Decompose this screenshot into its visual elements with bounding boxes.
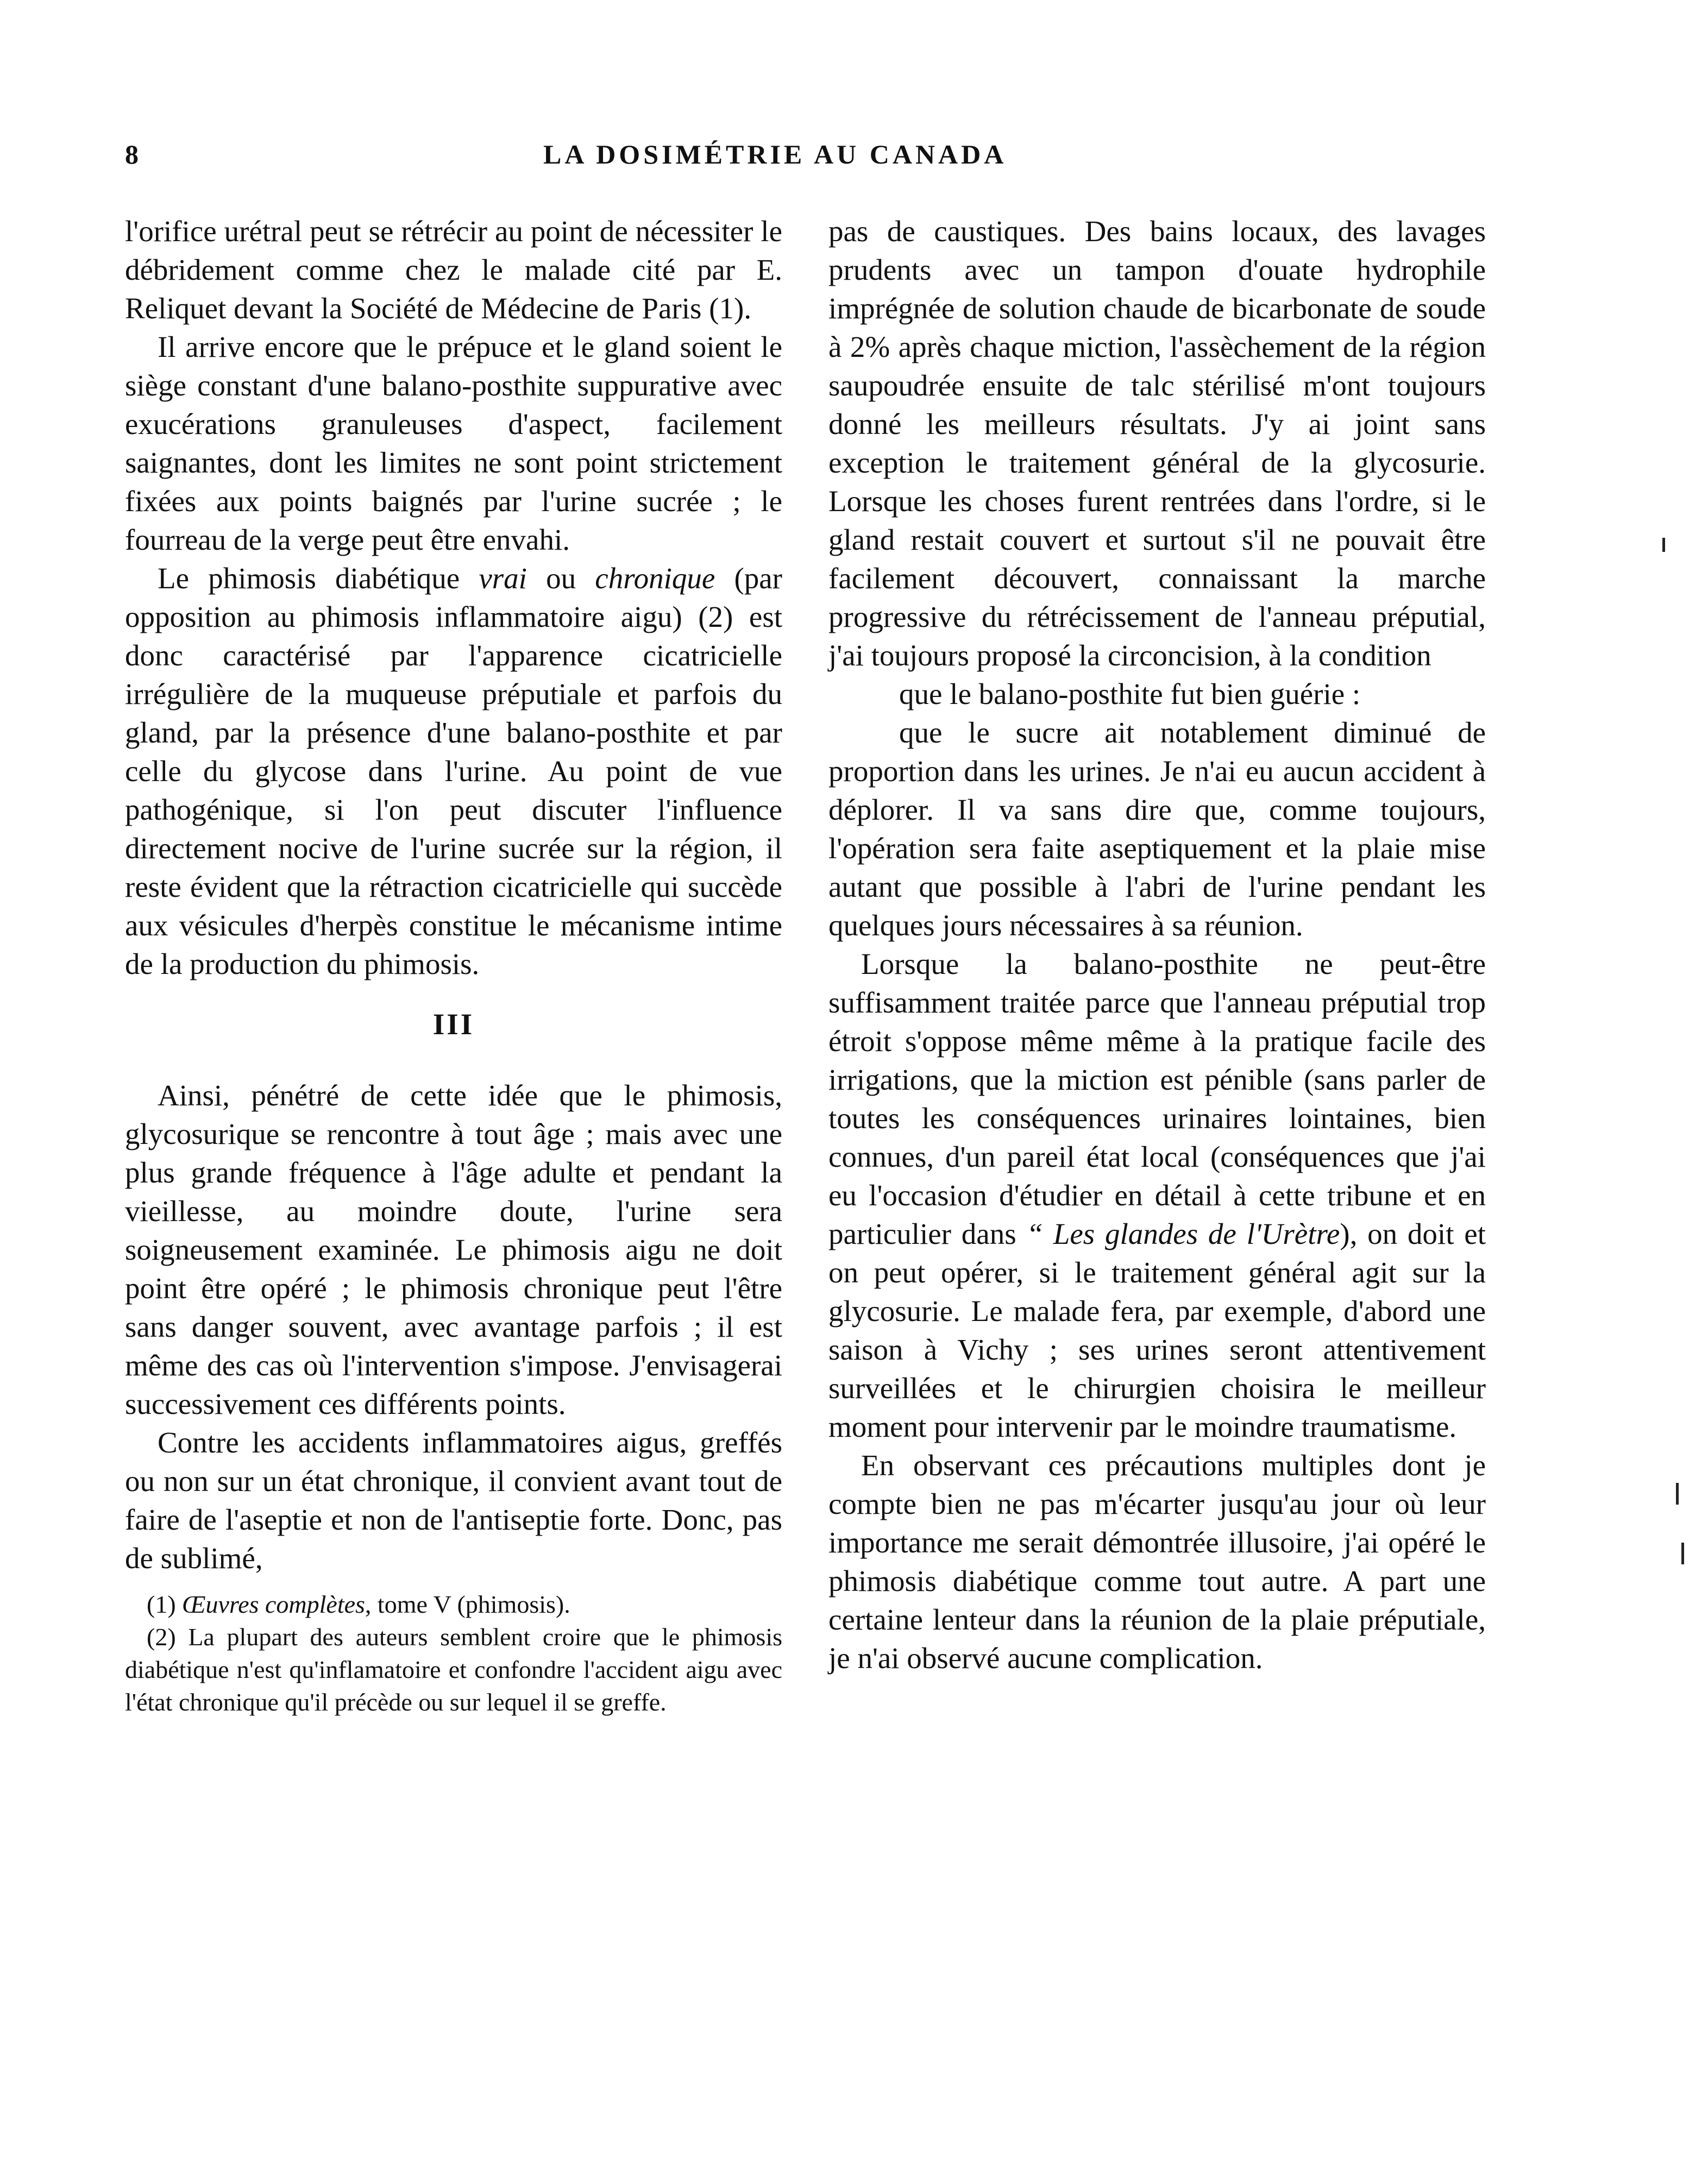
left-column xyxy=(125,212,782,1719)
page-header xyxy=(125,139,1521,182)
p4-start: Lorsque la balano-posthite ne peut-être suffisamment traitée parce que l'anneau préputial trop étroit s'oppose même même à la pratique facile des irrigations, que la miction est pénible (sans parler de toutes les conséquences urinaires lointaines, bien connues, d'un pareil état local (conséquences que j'ai eu l'occasion d'étudier en détail à cette tribune et en particulier dans xyxy=(828,947,1486,1250)
p3-vrai: vrai xyxy=(479,562,527,595)
running-title: LA DOSIMÉTRIE AU CANADA xyxy=(543,139,1007,169)
section-heading: III xyxy=(432,1008,475,1041)
right-paragraph-5: En observant ces précautions multiples dont je compte bien ne pas m'écarter jusqu'au jour où leur importance me serait démontrée illusoire, j'ai opéré le phimosis diabétique comme tout autre. A part une certaine lenteur dans la réunion de la plaie préputiale, je n'ai observé aucune complication. xyxy=(828,1449,1486,1675)
footnotes xyxy=(125,1588,782,1719)
footnote-1-rest: , tome V (phimosis). xyxy=(365,1590,570,1618)
left-paragraph-2: Il arrive encore que le prépuce et le gland soient le siège constant d'une balano-posthite suppurative avec exucérations granuleuses d'aspect, facilement saignantes, dont les limites ne sont point strictement fixées aux points baignés par l'urine sucrée ; le fourreau de la verge peut être envahi. xyxy=(125,330,782,556)
right-paragraph-2: que le balano-posthite fut bien guérie : xyxy=(899,677,1361,710)
margin-speck xyxy=(1662,538,1665,552)
footnote-1-num: (1) xyxy=(147,1590,183,1618)
left-paragraph-4: Ainsi, pénétré de cette idée que le phimosis, glycosurique se rencontre à tout âge ; mais avec une plus grande fréquence à l'âge adulte et pendant la vieillesse, au moindre doute, l'urine sera soigneusement examinée. Le phimosis aigu ne doit point être opéré ; le phimosis chronique peut l'être sans danger souvent, avec avantage parfois ; il est même des cas où l'intervention s'impose. J'envisagerai successivement ces différents points. xyxy=(125,1079,782,1420)
p4-italic: “ Les glandes de l'Urètre xyxy=(1026,1217,1340,1250)
margin-speck xyxy=(1676,1483,1679,1505)
footnote-1-italic: Œuvres complètes xyxy=(182,1590,365,1618)
right-paragraph-3: que le sucre ait notablement diminué de proportion dans les urines. Je n'ai eu aucun accident à déplorer. Il va sans dire que, comme toujours, l'opération sera faite aseptiquement et la plaie mise autant que possible à l'abri de l'urine pendant les quelques jours nécessaires à sa réunion. xyxy=(828,716,1486,942)
right-column xyxy=(828,212,1486,1677)
footnote-1 xyxy=(125,1588,782,1621)
p3-chronique: chronique xyxy=(595,562,715,595)
p4-rest: ), on doit et on peut opérer, si le traitement général agit sur la glycosurie. Le malade fera, par exemple, d'abord une saison à Vichy ; ses urines seront attentivement surveillées et le chirurgien choisira le meilleur moment pour intervenir par le moindre traumatisme. xyxy=(828,1217,1486,1443)
right-paragraph-4 xyxy=(828,945,1486,1446)
margin-speck xyxy=(1681,1543,1684,1564)
left-paragraph-3 xyxy=(125,559,782,983)
p3-start: Le phimosis diabétique xyxy=(158,562,479,595)
left-paragraph-1: l'orifice urétral peut se rétrécir au point de nécessiter le débridement comme chez le malade cité par E. Reliquet devant la Société de Médecine de Paris (1). xyxy=(125,215,782,325)
p3-rest: (par opposition au phimosis inflammatoire aigu) (2) est donc caractérisé par l'apparence cicatricielle irrégulière de la muqueuse préputiale et parfois du gland, par la présence d'une balano-posthite et par celle du glycose dans l'urine. Au point de vue pathogénique, si l'on peut discuter l'influence directement nocive de l'urine sucrée sur la région, il reste évident que la rétraction cicatricielle qui succède aux vésicules d'herpès constitue le mécanisme intime de la production du phimosis. xyxy=(125,562,782,980)
p3-ou: ou xyxy=(526,562,595,595)
right-paragraph-1: pas de caustiques. Des bains locaux, des lavages prudents avec un tampon d'ouate hydrophile imprégnée de solution chaude de bicarbonate de soude à 2% après chaque miction, l'assèchement de la région saupoudrée ensuite de talc stérilisé m'ont toujours donné les meilleurs résultats. J'y ai joint sans exception le traitement général de la glycosurie. Lorsque les choses furent rentrées dans l'ordre, si le gland restait couvert et surtout s'il ne pouvait être facilement découvert, connaissant la marche progressive du rétrécissement de l'anneau préputial, j'ai toujours proposé la circoncision, à la condition xyxy=(828,215,1486,672)
left-paragraph-5: Contre les accidents inflammatoires aigus, greffés ou non sur un état chronique, il convient avant tout de faire de l'aseptie et non de l'antiseptie forte. Donc, pas de sublimé, xyxy=(125,1426,782,1575)
footnote-2: (2) La plupart des auteurs semblent croire que le phimosis diabétique n'est qu'inflamatoire et confondre l'accident aigu avec l'état chronique qu'il précède ou sur lequel il se greffe. xyxy=(125,1623,782,1716)
page-number: 8 xyxy=(125,139,139,169)
